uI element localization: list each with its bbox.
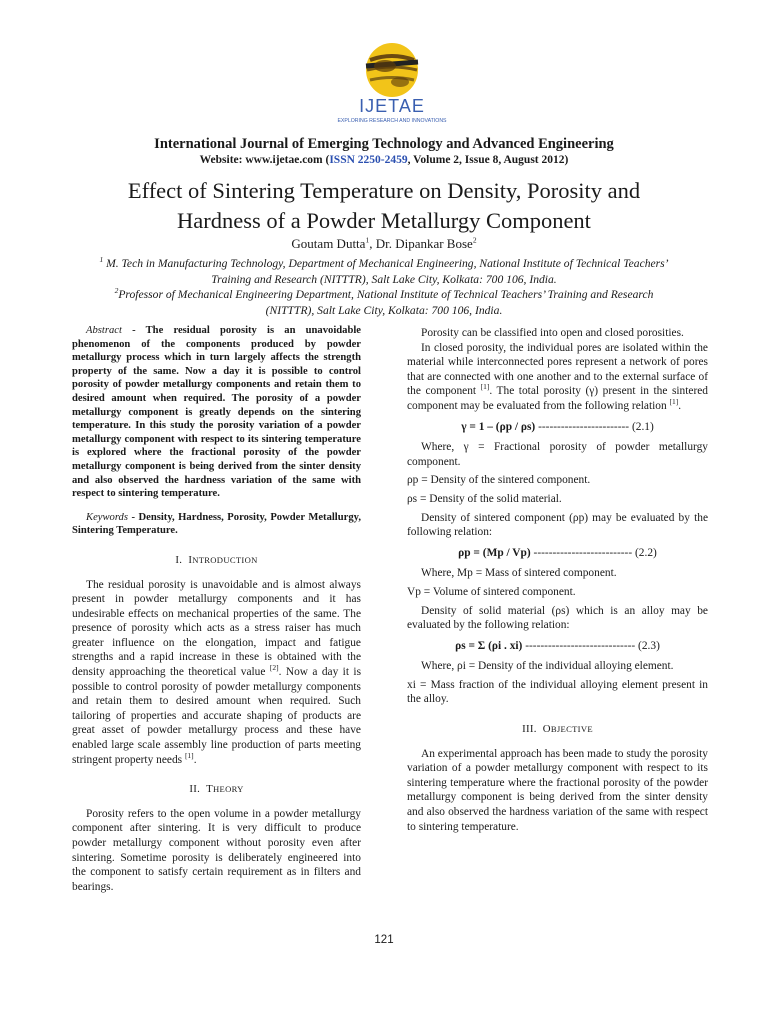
journal-name: International Journal of Emerging Technology and Advanced Engineering (154, 136, 614, 152)
equation-2-2: ρp = (Mp / Vp) -------------------------- (2.2) (458, 546, 657, 559)
rho-p-definition: ρp = Density of the sintered component. (407, 474, 591, 487)
journal-website: Website: www.ijetae.com (ISSN 2250-2459, Volume 2, Issue 8, August 2012) (199, 154, 569, 166)
logo-tagline: EXPLORING RESEARCH AND INNOVATIONS (337, 118, 447, 124)
left-column (72, 324, 361, 894)
where-rho-i: Where, ρi = Density of the individual alloying element. (421, 660, 674, 673)
author-list: Goutam Dutta$^1$, Dr. Dipankar Bose$^2$ (291, 235, 477, 251)
where-mp: Where, Mp = Mass of sintered component. (421, 567, 617, 580)
logo-text: IJETAE (359, 96, 425, 116)
porosity-classification-paragraph: Porosity can be classified into open and closed porosities. (421, 327, 684, 339)
section-heading-objective: III. OBJECTIVE (522, 723, 593, 736)
affiliations: $^1$ M. Tech in Manufacturing Technology, Department of Mechanical Engineering, National Institute of Technical Teachers’ Training and Research (NITTTR), Salt Lake City, Kolkata: 700 106, India. $^2$Professor of Mechanical Engineering Department, National Institute of Technical Teachers’ Training and Research (NITTTR), Salt Lake City, Kolkata: 700 106, India. (99, 255, 669, 317)
equation-2-3: ρs = Σ (ρi . xi) ----------------------------- (2.3) (455, 639, 660, 652)
where-gamma: Where, γ = Fractional porosity of powder metallurgy component. (407, 441, 708, 468)
rho-s-definition: ρs = Density of the solid material. (407, 492, 562, 505)
sintered-density-paragraph: Density of sintered component (ρp) may be evaluated by the following relation: (407, 511, 708, 539)
keywords: Keywords - Density, Hardness, Porosity, Powder Metallurgy, Sintering Temperature. (72, 511, 361, 537)
equation-2-1: γ = 1 – (ρp / ρs) ------------------------ (2.1) (461, 420, 654, 433)
abstract: Abstract - The residual porosity is an unavoidable phenomenon of the components produced by powder metallurgy process which in turn largely affects the strength property of the same. Now a day it is possible to control porosity of powder metallurgy components and retain them to desired amount when required. The porosity of a powder metallurgy component is greatly depends on the sintering temperature. In this study the porosity variation of a powder metallurgy component with respect to its sintering temperature is explored where the fractional porosity of the powder metallurgy component is being derived from the sinter density and also observed the hardness variation of the same with respect to sintering temperature. (72, 325, 361, 500)
theory-paragraph: Porosity refers to the open volume in a powder metallurgy component after sintering. It is very difficult to produce powder metallurgy component without porosity even after sintering. Sometime porosity is deliberately engineered into the component to satisfy certain requirement as in filters and bearings. (72, 807, 361, 893)
right-column (407, 326, 708, 834)
section-heading-introduction: I. INTRODUCTION (175, 553, 258, 566)
closed-porosity-paragraph: In closed porosity, the individual pores are isolated within the material while interconnected pores represent a network of pores that are connected with one another and to the external surface of the component [1]. The total porosity (γ) present in the sintered component may be evaluated from the following relation [1]. (407, 341, 708, 412)
xi-definition: xi = Mass fraction of the individual alloying element present in the alloy. (407, 678, 708, 706)
paper-title: Effect of Sintering Temperature on Density, Porosity and Hardness of a Powder Metallurgy Component (127, 178, 641, 233)
journal-logo (336, 38, 448, 128)
objective-paragraph: An experimental approach has been made to study the porosity variation of a powder metallurgy component with respect to its sintering temperature where the fractional porosity of the powder metallurgy component is being derived from the sinter density and also observed the hardness variation of the same with respect to sintering temperature. (407, 747, 708, 833)
introduction-paragraph: The residual porosity is unavoidable and is almost always present in powder metallurgy components and it has undesirable effects on mechanical properties of the same. The presence of porosity which acts as a stress raiser has much greater influence on the elongation, impact and fatigue strengths and a rapid increase in these is obtained with the density approaching the theoretical value [2]. Now a day it is possible to control porosity of powder metallurgy components and retain them to desired amount when required. Such tailoring of properties and accurate shaping of products are great asset of powder metallurgy process and these have enabled large scale assembly line production of parts meeting stringent property needs [1]. (72, 578, 361, 766)
solid-density-paragraph: Density of solid material (ρs) which is an alloy may be evaluated by the following relation: (407, 604, 708, 632)
page-number: 121 (374, 934, 394, 946)
issn-link[interactable]: ISSN 2250-2459 (329, 154, 408, 166)
section-heading-theory: II. THEORY (189, 783, 244, 796)
vp-definition: Vp = Volume of sintered component. (407, 585, 576, 598)
